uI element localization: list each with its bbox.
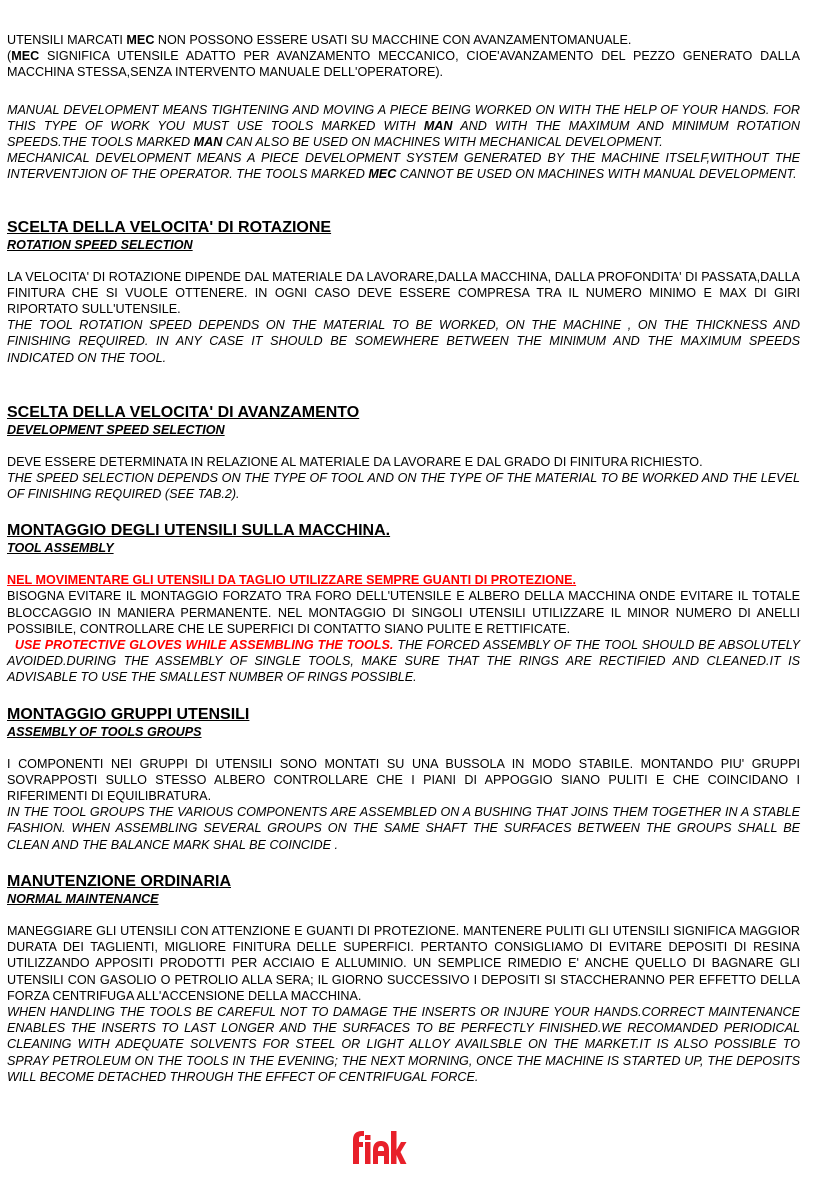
groups-subheading: ASSEMBLY OF TOOLS GROUPS [7,724,202,739]
feed-subheading: DEVELOPMENT SPEED SELECTION [7,422,225,437]
document-page [7,32,804,1085]
groups-english: IN THE TOOL GROUPS THE VARIOUS COMPONENTS ARE ASSEMBLED ON A BUSHING THAT JOINS THEM TOGETHER IN A STABLE FASHION. WHEN ASSEMBLING SEVERAL GROUPS ON THE SAME SHAFT THE SURFACES BETWEEN THE GROUPS SHALL BE CLEAN AND THE BALANCE MARK SHAL BE COINCIDE . [7,805,800,852]
fiak-logo-icon [351,1128,407,1171]
fiak-logo-svg [351,1128,407,1166]
maintenance-subheading: NORMAL MAINTENANCE [7,891,159,906]
rotation-italian: LA VELOCITA' DI ROTAZIONE DIPENDE DAL MATERIALE DA LAVORARE,DALLA MACCHINA, DALLA PROFONDITA' DI PASSATA,DALLA FINITURA CHE SI VUOLE OTTENERE. IN OGNI CASO DEVE ESSERE COMPRESA TRA IL NUMERO MINIMO E MAX DI GIRI RIPORTATO SULL'UTENSILE. [7,269,800,317]
intro-english: MANUAL DEVELOPMENT MEANS TIGHTENING AND MOVING A PIECE BEING WORKED ON WITH THE HELP OF YOUR HANDS. FOR THIS TYPE OF WORK YOU MUST USE TOOLS MARKED WITH MAN AND WITH THE MAXIMUM AND MINIMUM ROTATION SPEEDS.THE TOOLS MARKED MAN CAN ALSO BE USED ON MACHINES WITH MECHANICAL DEVELOPMENT. MECHANICAL DEVELOPMENT MEANS A PIECE DEVELOPMENT SYSTEM GENERATED BY THE MACHINE ITSELF,WITHOUT THE INTERVENTJION OF THE OPERATOR. THE TOOLS MARKED MEC CANNOT BE USED ON MACHINES WITH MANUAL DEVELOPMENT. [7,102,800,182]
assembly-italian: BISOGNA EVITARE IL MONTAGGIO FORZATO TRA FORO DELL'UTENSILE E ALBERO DELLA MACCHINA ONDE EVITARE IL TOTALE BLOCCAGGIO IN MANIERA PERMANENTE. NEL MONTAGGIO DI SINGOLI UTENSILI UTILIZZARE IL MINOR NUMERO DI ANELLI POSSIBILE, CONTROLLARE CHE LE SUPERFICI DI CONTATTO SIANO PULITE E RETTIFICATE. [7,589,800,636]
groups-heading: MONTAGGIO GRUPPI UTENSILI [7,705,250,723]
maintenance-italian: MANEGGIARE GLI UTENSILI CON ATTENZIONE E GUANTI DI PROTEZIONE. MANTENERE PULITI GLI UTENSILI SIGNIFICA MAGGIOR DURATA DEI TAGLIENTI, MIGLIORE FINITURA DELLE SUPERFICI. PERTANTO CONSIGLIAMO DI EVITARE DEPOSITI DI RESINA UTILIZZANDO APPOSITI PRODOTTI PER ACCIAIO E ALLUMINIO. UN SEMPLICE RIMEDIO E' ANCHE QUELLO DI BAGNARE GLI UTENSILI CON GASOLIO O PETROLIO ALLA SERA; IL GIORNO SUCCESSIVO I DEPOSITI SI STACCHERANNO PER EFFETTO DELLA FORZA CENTRIFUGA ALL'ACCENSIONE DELLA MACCHINA. [7,923,800,1003]
feed-italian: DEVE ESSERE DETERMINATA IN RELAZIONE AL MATERIALE DA LAVORARE E DAL GRADO DI FINITURA RICHIESTO. [7,454,703,469]
assembly-english: USE PROTECTIVE GLOVES WHILE ASSEMBLING THE TOOLS. THE FORCED ASSEMBLY OF THE TOOL SHOULD BE ABSOLUTELY AVOIDED.DURING THE ASSEMBLY OF SINGLE TOOLS, MAKE SURE THAT THE RINGS ARE RECTIFIED AND CLEANED.IT IS ADVISABLE TO USE THE SMALLEST NUMBER OF RINGS POSSIBLE. [7,638,804,685]
assembly-subheading: TOOL ASSEMBLY [7,541,114,556]
assembly-warning-english: USE PROTECTIVE GLOVES WHILE ASSEMBLING THE TOOLS. [7,638,394,653]
maintenance-heading: MANUTENZIONE ORDINARIA [7,872,231,890]
feed-heading: SCELTA DELLA VELOCITA' DI AVANZAMENTO [7,403,360,421]
feed-english: THE SPEED SELECTION DEPENDS ON THE TYPE OF TOOL AND ON THE TYPE OF THE MATERIAL TO BE WORKED AND THE LEVEL OF FINISHING REQUIRED (SEE TAB.2). [7,471,800,502]
maintenance-english: WHEN HANDLING THE TOOLS BE CAREFUL NOT TO DAMAGE THE INSERTS OR INJURE YOUR HANDS.CORRECT MAINTENANCE ENABLES THE INSERTS TO LAST LONGER AND THE SURFACES TO BE PERFECTLY FINISHED.WE RECOMANDED PERIODICAL CLEANING WITH ADEQUATE SOLVENTS FOR STEEL OR LIGHT ALLOY AVAILSBLE ON THE MARKET.IT IS ALSO POSSIBLE TO SPRAY PETROLEUM ON THE TOOLS IN THE EVENING; THE NEXT MORNING, ONCE THE MACHINE IS STARTED UP, THE DEPOSITS WILL BECOME DETACHED THROUGH THE EFFECT OF CENTRIFUGAL FORCE. [7,1004,800,1084]
groups-italian: I COMPONENTI NEI GRUPPI DI UTENSILI SONO MONTATI SU UNA BUSSOLA IN MODO STABILE. MONTANDO PIU' GRUPPI SOVRAPPOSTI SULLO STESSO ALBERO CONTROLLARE CHE I PIANI DI APPOGGIO SIANO PULITI E CHE COINCIDANO I RIFERIMENTI DI EQUILIBRATURA. [7,756,800,804]
assembly-heading: MONTAGGIO DEGLI UTENSILI SULLA MACCHINA. [7,522,391,540]
intro-italian: UTENSILI MARCATI MEC NON POSSONO ESSERE USATI SU MACCHINE CON AVANZAMENTOMANUALE. (MEC SIGNIFICA UTENSILE ADATTO PER AVANZAMENTO MECCANICO, CIOE'AVANZAMENTO DEL PEZZO GENERATO DALLA MACCHINA STESSA,SENZA INTERVENTO MANUALE DELL'OPERATORE). [7,33,800,80]
rotation-subheading: ROTATION SPEED SELECTION [7,237,193,252]
assembly-warning-italian: NEL MOVIMENTARE GLI UTENSILI DA TAGLIO UTILIZZARE SEMPRE GUANTI DI PROTEZIONE. [7,573,577,588]
rotation-english: THE TOOL ROTATION SPEED DEPENDS ON THE MATERIAL TO BE WORKED, ON THE MACHINE , ON THE THICKNESS AND FINISHING REQUIRED. IN ANY CASE IT SHOULD BE SOMEWHERE BETWEEN THE MINIMUM AND THE MAXIMUM SPEEDS INDICATED ON THE TOOL. [7,318,800,365]
rotation-heading: SCELTA DELLA VELOCITA' DI ROTAZIONE [7,218,332,236]
